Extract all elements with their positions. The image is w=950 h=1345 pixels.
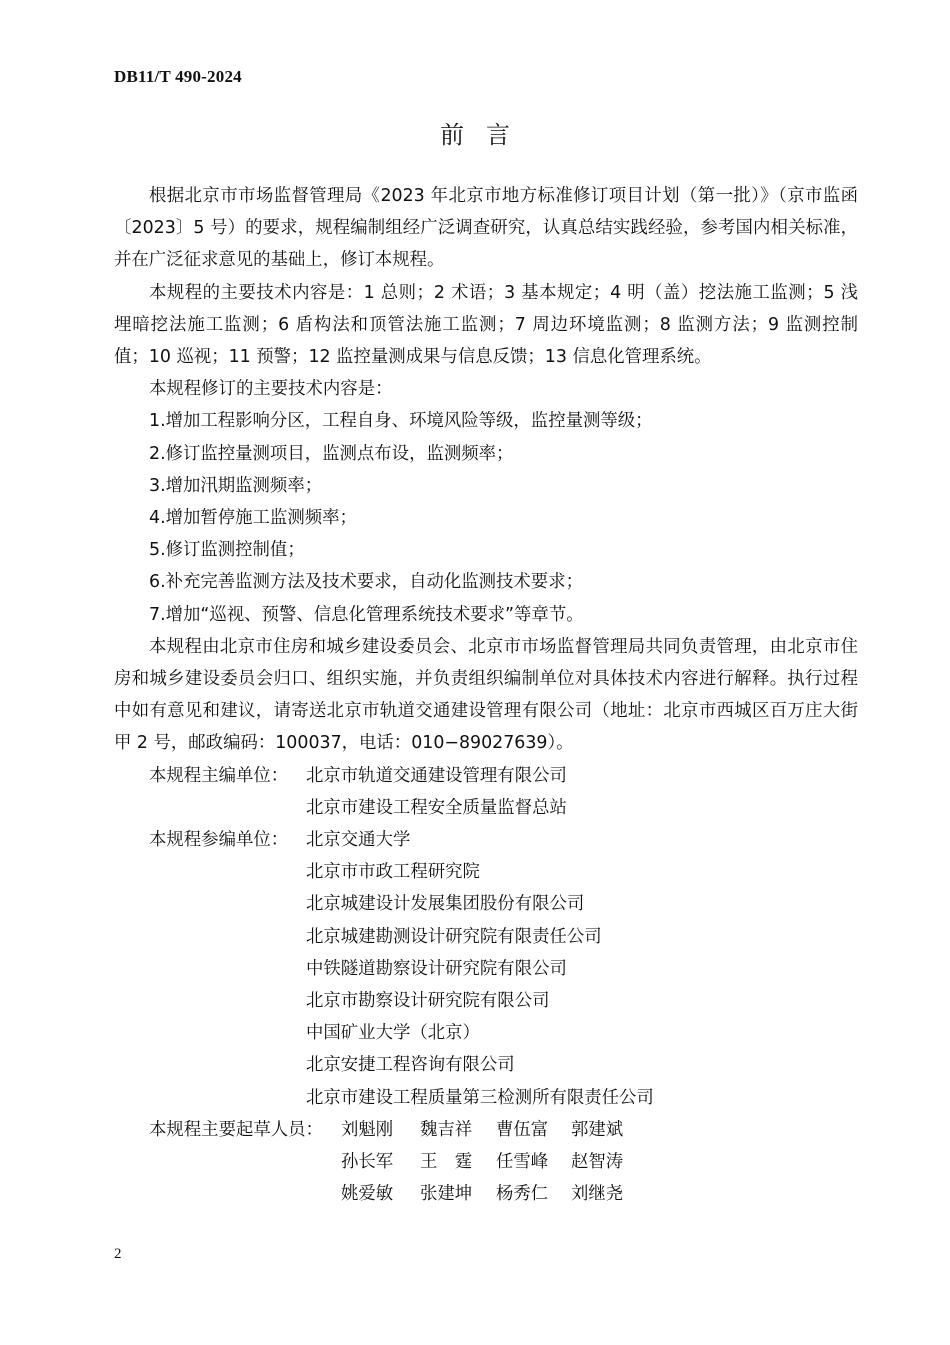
management-paragraph: 本规程由北京市住房和城乡建设委员会、北京市市场监督管理局共同负责管理，由北京市住房和城乡建设委员会归口、组织实施，并负责组织编制单位对具体技术内容进行解释。执行过程中如有意见和建议，请寄送北京市轨道交通建设管理有限公司（地址：北京市西城区百万庄大街甲 2 号，邮政编码：100037，电话：010−89027639）。 [114, 636, 858, 754]
participating-unit: 中国矿业大学（北京） [306, 1023, 480, 1044]
drafters-label: 本规程主要起草人员： [149, 1119, 323, 1140]
page-title: 前言 [440, 121, 532, 149]
participating-unit: 北京市建设工程质量第三检测所有限责任公司 [306, 1087, 654, 1108]
drafter-name: 孙长军 [341, 1151, 394, 1172]
participating-unit: 中铁隧道勘察设计研究院有限公司 [306, 958, 567, 979]
drafter-name: 赵智涛 [571, 1151, 624, 1172]
drafters-block [114, 1114, 858, 1211]
participating-unit: 北京安捷工程咨询有限公司 [306, 1055, 515, 1076]
participating-unit: 北京市勘察设计研究院有限公司 [306, 990, 550, 1011]
revision-item: 4.增加暂停施工监测频率； [149, 508, 357, 529]
participating-unit: 北京交通大学 [306, 830, 411, 851]
drafter-name: 杨秀仁 [496, 1184, 549, 1205]
participating-unit: 北京城建勘测设计研究院有限责任公司 [306, 926, 602, 947]
chief-units-label: 本规程主编单位： [149, 765, 289, 786]
chief-units-block [114, 760, 858, 824]
participating-unit: 北京城建设计发展集团股份有限公司 [306, 894, 585, 915]
chief-unit: 北京市轨道交通建设管理有限公司 [306, 765, 567, 786]
drafter-name: 姚爱敏 [341, 1184, 394, 1205]
drafter-name: 曹伍富 [496, 1119, 549, 1140]
revision-item: 1.增加工程影响分区，工程自身、环境风险等级，监控量测等级； [149, 411, 653, 432]
page-number: 2 [114, 1246, 122, 1262]
revision-intro-paragraph: 本规程修订的主要技术内容是： [149, 379, 393, 400]
revision-item: 6.补充完善监测方法及技术要求，自动化监测技术要求； [149, 572, 583, 593]
participating-units-label: 本规程参编单位： [149, 830, 289, 851]
intro-paragraph: 根据北京市市场监督管理局《2023 年北京市地方标准修订项目计划（第一批）》（京市监函〔2023〕5 号）的要求，规程编制组经广泛调查研究，认真总结实践经验，参考国内相关标准，并在广泛征求意见的基础上，修订本规程。 [114, 186, 858, 271]
chief-unit: 北京市建设工程安全质量监督总站 [306, 797, 567, 818]
revision-item: 2.修订监控量测项目，监测点布设，监测频率； [149, 443, 514, 464]
drafter-name: 任雪峰 [496, 1151, 549, 1172]
revision-list [114, 405, 858, 630]
document-code: DB11/T 490-2024 [114, 67, 242, 86]
drafter-name: 王 霆 [420, 1151, 473, 1172]
drafter-name: 刘魁刚 [341, 1119, 394, 1140]
participating-units-block [114, 824, 858, 1114]
technical-content-paragraph: 本规程的主要技术内容是：1 总则；2 术语；3 基本规定；4 明（盖）挖法施工监测；5 浅埋暗挖法施工监测；6 盾构法和顶管法施工监测；7 周边环境监测；8 监测方法；9 监测控制值；10 巡视；11 预警；12 监控量测成果与信息反馈；13 信息化管理系统。 [114, 282, 858, 368]
drafter-name: 刘继尧 [571, 1184, 624, 1205]
participating-unit: 北京市市政工程研究院 [306, 862, 480, 883]
revision-item: 7.增加“巡视、预警、信息化管理系统技术要求”等章节。 [149, 604, 584, 625]
drafter-name: 魏吉祥 [420, 1119, 473, 1140]
revision-item: 3.增加汛期监测频率； [149, 475, 323, 496]
document-body [114, 180, 858, 1210]
drafter-name: 张建坤 [420, 1184, 473, 1205]
drafter-name: 郭建斌 [571, 1119, 624, 1140]
revision-item: 5.修订监测控制值； [149, 540, 305, 561]
